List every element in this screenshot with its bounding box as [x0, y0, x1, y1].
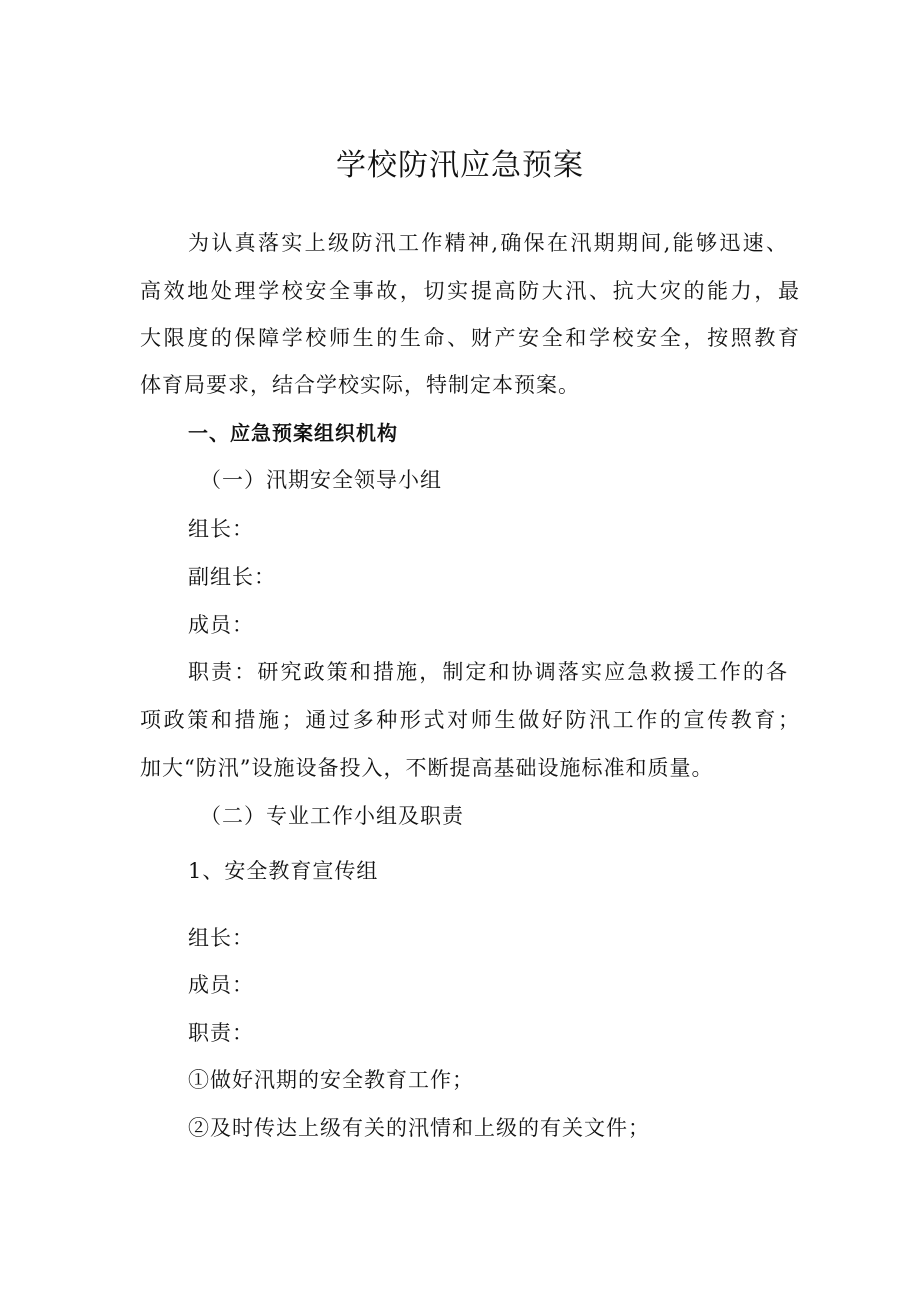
duty-line-2: 项政策和措施；通过多种形式对师生做好防汛工作的宣传教育；: [140, 708, 800, 732]
group-leader-label: 组长：: [188, 926, 254, 950]
group-duty-label: 职责：: [188, 1021, 254, 1045]
subsection-heading-1: （一）汛期安全领导小组: [200, 468, 442, 492]
subsection-heading-2: （二）专业工作小组及职责: [200, 804, 464, 828]
intro-line-1: 为认真落实上级防汛工作精神,确保在汛期期间,能够迅速、: [188, 231, 788, 255]
intro-line-3: 大限度的保障学校师生的生命、财产安全和学校安全，按照教育: [140, 326, 800, 350]
intro-line-4: 体育局要求，结合学校实际，特制定本预案。: [140, 373, 580, 397]
group-heading-1: 1、安全教育宣传组: [188, 859, 379, 883]
duty-line-1: 职责：研究政策和措施，制定和协调落实应急救援工作的各: [188, 660, 788, 684]
deputy-leader-label: 副组长：: [188, 565, 276, 589]
intro-line-2: 高效地处理学校安全事故，切实提高防大汛、抗大灾的能力，最: [140, 279, 800, 303]
group-members-label: 成员：: [188, 973, 254, 997]
duty-line-3: 加大“防汛”设施设备投入，不断提高基础设施标准和质量。: [140, 756, 714, 780]
duty-item-1: ①做好汛期的安全教育工作；: [188, 1068, 474, 1092]
duty-item-2: ②及时传达上级有关的汛情和上级的有关文件；: [188, 1116, 650, 1140]
section-heading-1: 一、应急预案组织机构: [188, 421, 398, 445]
leader-label: 组长：: [188, 517, 254, 541]
members-label: 成员：: [188, 613, 254, 637]
document-title: 学校防汛应急预案: [336, 148, 584, 183]
